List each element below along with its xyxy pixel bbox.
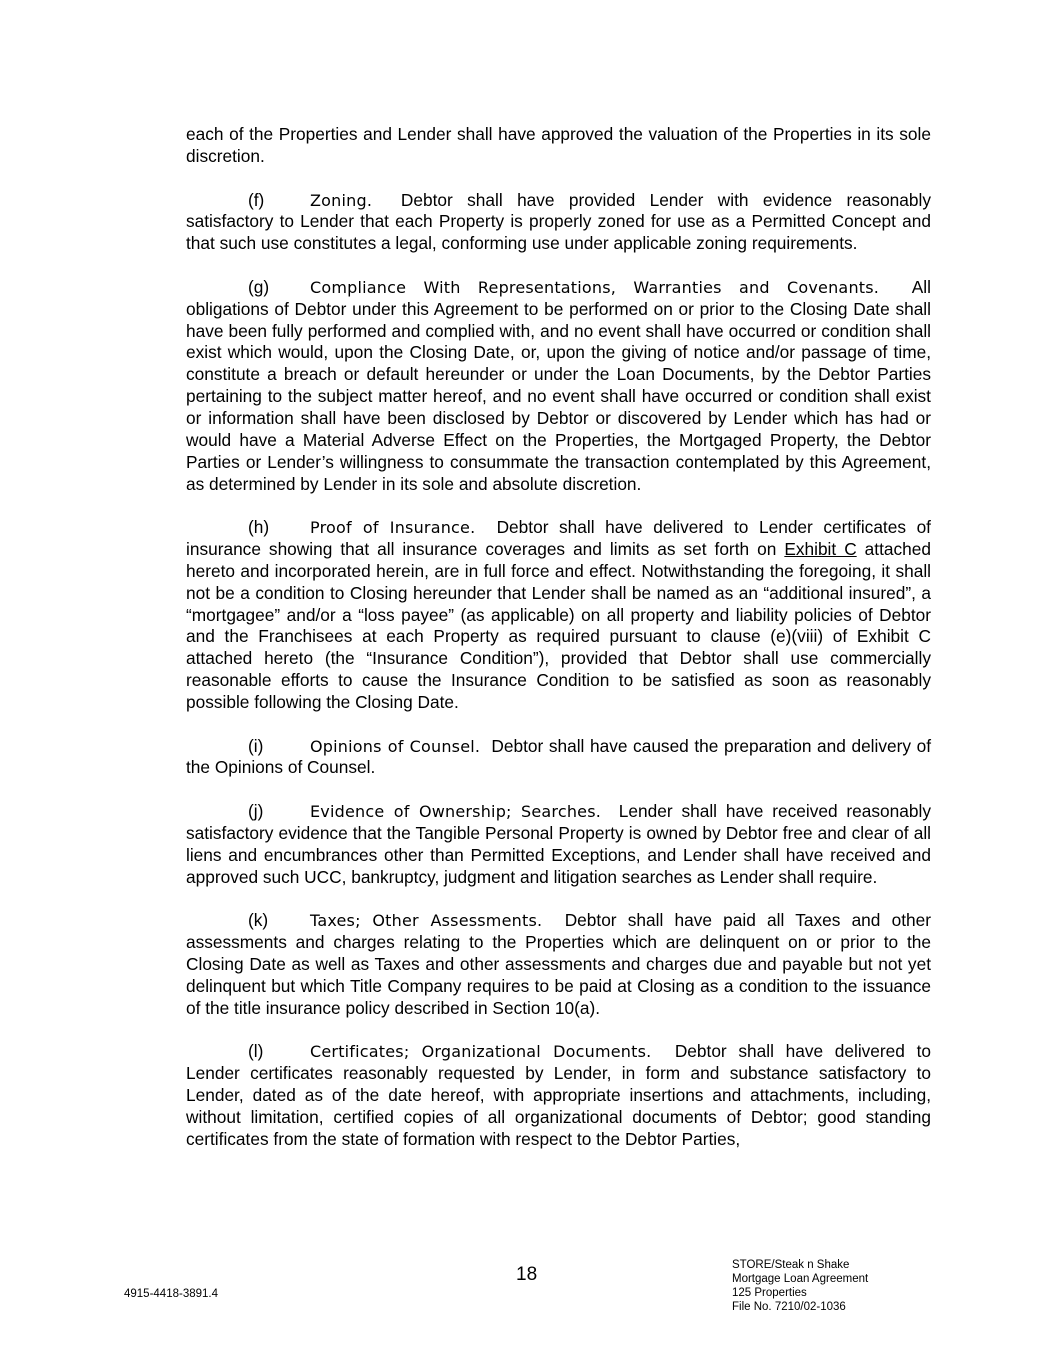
section-caption: Compliance With Representations, Warranties and Covenants.	[310, 277, 880, 297]
section-caption: Zoning.	[310, 190, 373, 210]
section-text: Debtor shall have caused the preparation and delivery of the Opinions of Counsel.	[186, 735, 932, 778]
section-text: attached hereto and incorporated herein, are in full force and effect. Notwithstanding the foregoing, it shall not be a condition to Closing hereunder that Lender shall be named as an “additional insured”, a “mortgagee” and/or a “loss payee” (as applicable) on all property and liability policies of Debtor and the Franchisees at each Property as required pursuant to clause (e)(viii) of Exhibit C attached hereto (the “Insurance Condition”), provided that Debtor shall use commercially reasonable efforts to cause the Insurance Condition to be satisfied as soon as reasonably possible following the Closing Date.	[186, 539, 931, 712]
section-caption: Taxes; Other Assessments.	[310, 911, 543, 931]
exhibit-c-reference: Exhibit C	[784, 539, 857, 560]
footer-meta-line: STORE/Steak n Shake	[732, 1259, 850, 1271]
section-caption: Proof of Insurance.	[310, 518, 476, 538]
section-caption: Evidence of Ownership; Searches.	[310, 802, 602, 822]
section-label: (j)	[248, 801, 264, 822]
section-paragraph	[186, 910, 931, 1019]
section-text: Debtor shall have delivered to Lender certificates reasonably requested by Lender, in form and substance satisfactory to Lender, dated as of the date hereof, with appropriate insertions and attachments, including, without limitation, certified copies of all organizational documents of Debtor; good standing certificates from the state of formation with respect to the Debtor Parties,	[186, 1041, 931, 1149]
footer-meta	[732, 1258, 868, 1314]
section-caption: Certificates; Organizational Documents.	[310, 1042, 652, 1062]
section-paragraph	[186, 277, 931, 495]
section-paragraph	[186, 736, 931, 780]
section-label: (g)	[248, 276, 270, 297]
footer-meta-line: Mortgage Loan Agreement	[732, 1273, 869, 1285]
section-paragraph	[186, 1041, 931, 1150]
page-number: 18	[516, 1264, 538, 1285]
document-body	[186, 124, 931, 1173]
section-label: (h)	[248, 517, 270, 538]
section-text: Debtor shall have provided Lender with evidence reasonably satisfactory to Lender that each Property is properly zoned for use as a Permitted Concept and that such use constitutes a legal, conforming use under applicable zoning requirements.	[186, 189, 931, 254]
continuation-paragraph	[186, 124, 931, 168]
section-label: (k)	[248, 910, 269, 931]
section-caption: Opinions of Counsel.	[310, 736, 481, 756]
section-text: All obligations of Debtor under this Agreement to be performed on or prior to the Closing Date shall have been fully performed and complied with, and no event shall have occurred or condition shall exist which would, upon the Closing Date, or, upon the giving of notice and/or passage of time, constitute a breach or default hereunder or under the Loan Documents, by the Debtor Parties pertaining to the subject matter hereof, and no event shall have occurred or condition shall exist or information shall have been disclosed by Debtor or discovered by Lender which has had or would have a Material Adverse Effect on the Properties, the Mortgaged Property, the Debtor Parties or Lender’s willingness to consummate the transaction contemplated by this Agreement, as determined by Lender in its sole and absolute discretion.	[186, 276, 931, 494]
continuation-text: each of the Properties and Lender shall have approved the valuation of the Properties in its sole discretion.	[186, 124, 931, 166]
section-label: (l)	[248, 1041, 264, 1062]
document-id: 4915-4418-3891.4	[124, 1288, 218, 1300]
section-paragraph	[186, 190, 931, 256]
section-text: Debtor shall have delivered to Lender certificates of insurance showing that all insurance coverages and limits as set forth on	[186, 517, 931, 560]
section-label: (f)	[248, 189, 265, 210]
footer-meta-line: 125 Properties	[732, 1287, 807, 1299]
section-paragraph	[186, 801, 931, 888]
section-paragraph	[186, 517, 931, 714]
section-text: Debtor shall have paid all Taxes and other assessments and charges relating to the Properties which are delinquent on or prior to the Closing Date as well as Taxes and other assessments and charges due and payable but not yet delinquent but which Title Company requires to be paid at Closing as a condition to the issuance of the title insurance policy described in Section 10(a).	[186, 910, 931, 1018]
section-text: Lender shall have received reasonably satisfactory evidence that the Tangible Personal Property is owned by Debtor free and clear of all liens and encumbrances other than Permitted Exceptions, and Lender shall have received and approved such UCC, bankruptcy, judgment and litigation searches as Lender shall require.	[186, 801, 931, 887]
section-label: (i)	[248, 735, 264, 756]
footer-meta-line: File No. 7210/02-1036	[732, 1301, 846, 1313]
